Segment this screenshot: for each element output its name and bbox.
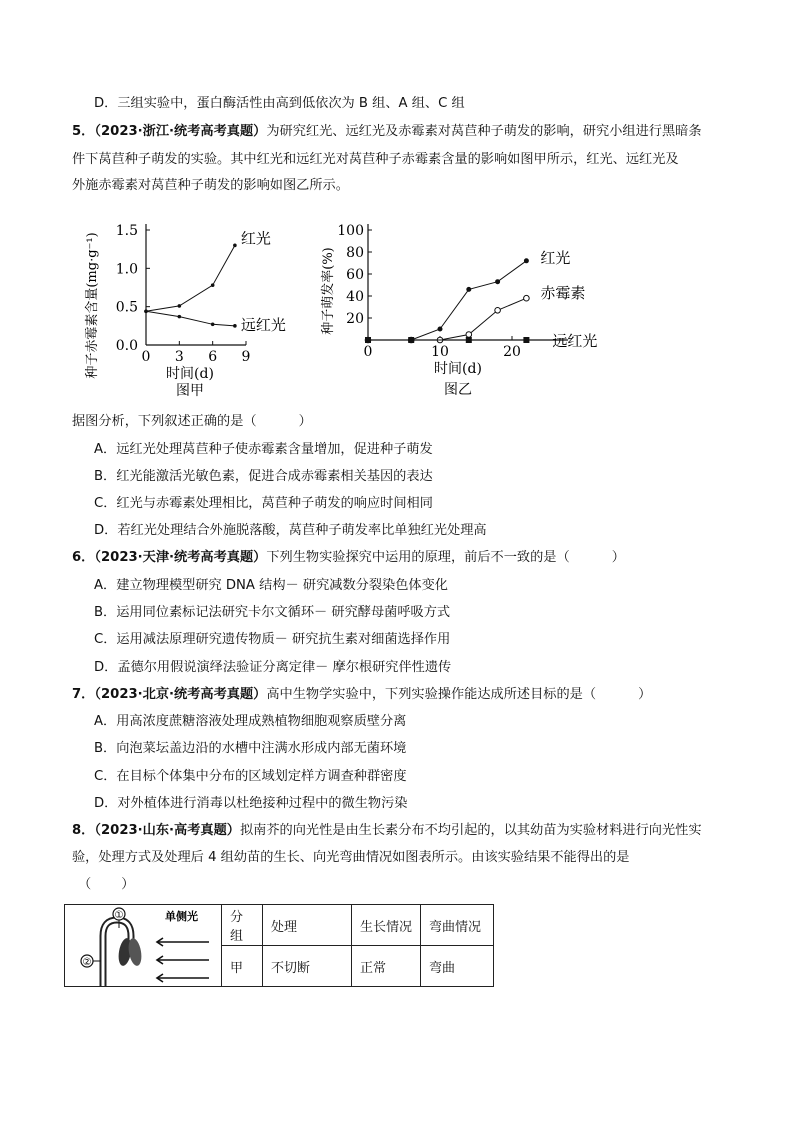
- series-line: [146, 311, 235, 326]
- q7-option-d[interactable]: D．对外植体进行消毒以杜绝接种过程中的微生物污染: [94, 796, 408, 811]
- series-label: 远红光: [552, 332, 598, 350]
- prev-option-d: D．三组实验中，蛋白酶活性由高到低依次为 B 组、A 组、C 组: [94, 96, 465, 111]
- data-point: [178, 315, 182, 319]
- q8-table: [64, 904, 494, 987]
- data-point: [496, 280, 500, 284]
- x-tick-label: 0: [363, 344, 373, 360]
- seedling-figure: [65, 906, 221, 986]
- data-point: [466, 337, 472, 343]
- series-label: 赤霉素: [540, 284, 586, 303]
- th-growth: 生长情况: [352, 905, 421, 946]
- q7-line: [72, 686, 651, 704]
- data-point: [466, 332, 472, 338]
- q6-text: 下列生物实验探究中运用的原理，前后不一致的是（: [266, 550, 570, 565]
- q8-line1: [72, 822, 702, 840]
- y-tick-label: 0.5: [115, 299, 138, 316]
- q5-text-1: 为研究红光、远红光及赤霉素对莴苣种子萌发的影响，研究小组进行黑暗条: [266, 124, 702, 139]
- data-point: [211, 283, 215, 287]
- q8-source: （2023·山东·高考真题）: [94, 823, 240, 838]
- q5-option-b[interactable]: B．红光能激活光敏色素，促进合成赤霉素相关基因的表达: [94, 469, 433, 484]
- q6-text-end: ）: [611, 550, 625, 565]
- td-bend: 弯曲: [421, 946, 494, 987]
- y-tick-label: 0.0: [115, 338, 138, 354]
- q7-text-end: ）: [638, 687, 652, 702]
- chart-title: 图乙: [444, 382, 472, 398]
- x-tick-label: 0: [141, 349, 151, 365]
- q5-option-c[interactable]: C．红光与赤霉素处理相比，莴苣种子萌发的响应时间相同: [94, 496, 433, 511]
- y-tick-label: 40: [346, 289, 364, 305]
- y-tick-label: 1.5: [115, 223, 138, 239]
- q5-line1: [72, 123, 702, 141]
- x-tick-label: 3: [174, 349, 184, 365]
- light-arrows-icon: [157, 938, 209, 982]
- x-tick-label: 20: [503, 344, 521, 360]
- chart-figure-a: [80, 200, 320, 400]
- q6-number: 6．: [72, 550, 95, 565]
- td-treatment: 不切断: [263, 946, 352, 987]
- x-axis-label: 时间(d): [434, 361, 482, 377]
- q5-stem-end: ）: [298, 414, 312, 429]
- q6-line: [72, 549, 625, 567]
- q7-option-a[interactable]: A．用高浓度蔗糖溶液处理成熟植物细胞观察质壁分离: [94, 714, 407, 729]
- q5-stem: [72, 413, 312, 431]
- y-axis-label: 种子萌发率(%): [321, 247, 336, 335]
- data-point: [438, 327, 442, 331]
- single-light-label: 单侧光: [165, 909, 198, 923]
- x-tick-label: 9: [241, 349, 251, 365]
- q8-paren: [78, 876, 134, 894]
- q6-option-d[interactable]: D．孟德尔用假说演绎法验证分离定律－ 摩尔根研究伴性遗传: [94, 660, 452, 675]
- figure-label-1: ①: [114, 909, 124, 921]
- q5-option-d[interactable]: D．若红光处理结合外施脱落酸，莴苣种子萌发率比单独红光处理高: [94, 523, 487, 538]
- q5-stem-text: 据图分析，下列叙述正确的是（: [72, 414, 257, 429]
- q8-line2: 验，处理方式及处理后 4 组幼苗的生长、向光弯曲情况如图表所示。由该实验结果不能得出的是: [72, 850, 630, 865]
- data-point: [178, 304, 182, 308]
- q8-paren-close: ）: [121, 877, 135, 892]
- y-tick-label: 1.0: [115, 261, 138, 278]
- q5-line3: 外施赤霉素对莴苣种子萌发的影响如图乙所示。: [72, 178, 349, 193]
- table-header-row: [65, 905, 494, 946]
- data-point: [524, 259, 528, 263]
- series-label: 红光: [540, 248, 571, 267]
- y-tick-label: 80: [346, 245, 364, 261]
- figure-label-2: ②: [82, 956, 92, 968]
- data-point: [524, 295, 530, 301]
- q8-text-1: 拟南芥的向光性是由生长素分布不均引起的，以其幼苗为实验材料进行向光性实: [240, 823, 702, 838]
- q5-line2: 件下莴苣种子萌发的实验。其中红光和远红光对莴苣种子赤霉素含量的影响如图甲所示，红光、远红光及: [72, 152, 679, 167]
- td-group: 甲: [222, 946, 263, 987]
- data-point: [233, 324, 237, 328]
- y-axis-label: 种子赤霉素含量(mg·g⁻¹): [85, 232, 100, 379]
- data-point: [467, 287, 471, 291]
- q7-source: （2023·北京·统考高考真题）: [94, 687, 267, 702]
- x-axis-label: 时间(d): [166, 366, 214, 382]
- q8-number: 8．: [72, 823, 95, 838]
- data-point: [211, 323, 215, 327]
- chart-figure-b: [310, 200, 640, 400]
- th-treatment: 处理: [263, 905, 352, 946]
- series-label: 红光: [240, 229, 271, 248]
- data-point: [365, 337, 371, 343]
- th-bend: 弯曲情况: [421, 905, 494, 946]
- q6-source: （2023·天津·统考高考真题）: [94, 550, 267, 565]
- series-label: 远红光: [240, 315, 286, 334]
- series-line: [368, 261, 526, 340]
- q6-option-c[interactable]: C．运用减法原理研究遗传物质－ 研究抗生素对细菌选择作用: [94, 632, 451, 647]
- data-point: [408, 337, 414, 343]
- y-tick-label: 100: [337, 223, 364, 239]
- q6-option-b[interactable]: B．运用同位素标记法研究卡尔文循环－ 研究酵母菌呼吸方式: [94, 605, 451, 620]
- q5-source: （2023·浙江·统考高考真题）: [94, 124, 267, 139]
- th-group: 分组: [222, 905, 263, 946]
- seedling-figure-cell: [65, 905, 222, 987]
- data-point: [495, 308, 501, 314]
- q8-paren-open: （: [78, 877, 92, 892]
- q7-option-c[interactable]: C．在目标个体集中分布的区域划定样方调查种群密度: [94, 769, 407, 784]
- q7-option-b[interactable]: B．向泡菜坛盖边沿的水槽中注满水形成内部无菌环境: [94, 741, 407, 756]
- chart-title: 图甲: [176, 383, 204, 399]
- x-tick-label: 6: [208, 349, 218, 365]
- data-point: [233, 244, 237, 248]
- q5-option-a[interactable]: A．远红光处理莴苣种子使赤霉素含量增加，促进种子萌发: [94, 442, 433, 457]
- data-point: [144, 309, 148, 313]
- q6-option-a[interactable]: A．建立物理模型研究 DNA 结构－ 研究减数分裂染色体变化: [94, 578, 448, 593]
- y-tick-label: 20: [346, 311, 364, 327]
- q7-number: 7．: [72, 687, 95, 702]
- q7-text: 高中生物学实验中，下列实验操作能达成所述目标的是（: [266, 687, 597, 702]
- q5-number: 5．: [72, 124, 95, 139]
- x-tick-label: 10: [431, 344, 449, 360]
- series-line: [146, 245, 235, 311]
- y-tick-label: 60: [346, 267, 364, 283]
- td-growth: 正常: [352, 946, 421, 987]
